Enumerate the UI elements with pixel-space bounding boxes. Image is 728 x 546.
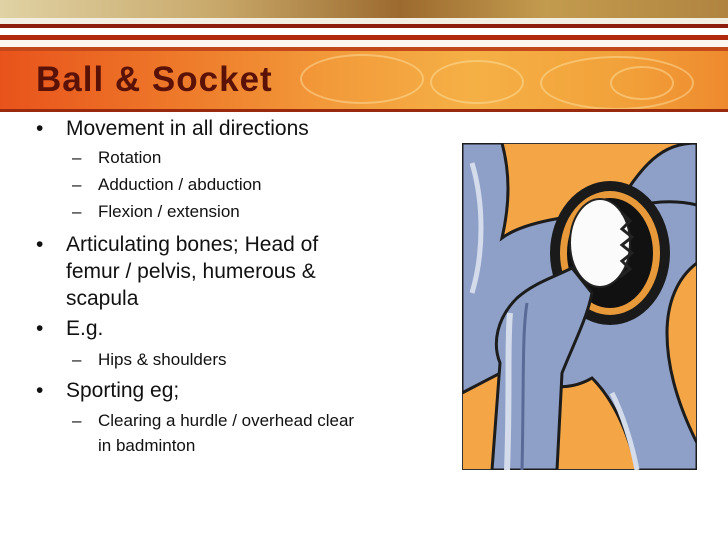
bullet-text: Movement in all directions — [66, 117, 309, 140]
sub-bullet-item — [72, 408, 372, 458]
bullet-text: Rotation — [98, 148, 162, 167]
bullet-text: Adduction / abduction — [98, 175, 262, 194]
header-texture-band — [0, 0, 728, 18]
ball-and-socket-joint-illustration — [462, 143, 697, 470]
femoral-head — [570, 199, 630, 287]
decorative-swirl — [300, 54, 424, 104]
header-stripe — [0, 28, 728, 35]
slide-title: Ball & Socket — [36, 60, 273, 99]
bullet-marker: – — [72, 202, 82, 221]
bullet-marker: – — [72, 350, 82, 369]
sub-bullet-item — [72, 347, 372, 372]
bullet-text: E.g. — [66, 317, 104, 340]
bullet-text: Sporting eg; — [66, 379, 180, 402]
bullet-marker: • — [36, 379, 44, 402]
sub-bullet-item — [72, 199, 372, 224]
title-underline — [0, 109, 728, 112]
sub-bullet-item — [72, 172, 372, 197]
sub-bullet-item — [72, 145, 372, 170]
bullet-marker: • — [36, 317, 44, 340]
bullet-marker: – — [72, 175, 82, 194]
bullet-marker: – — [72, 411, 82, 430]
bullet-item — [36, 315, 366, 342]
bullet-item — [36, 231, 366, 312]
bullet-marker: • — [36, 117, 44, 140]
bullet-marker: – — [72, 148, 82, 167]
bullet-text: Articulating bones; Head of femur / pelvis, humerous & scapula — [66, 233, 319, 310]
bullet-text: Hips & shoulders — [98, 350, 227, 369]
bullet-item — [36, 115, 366, 142]
femur-highlight — [507, 313, 510, 470]
bullet-marker: • — [36, 233, 44, 256]
decorative-swirl — [610, 66, 674, 100]
bullet-text: Clearing a hurdle / overhead clear in badminton — [98, 411, 355, 455]
decorative-swirl — [430, 60, 524, 104]
bullet-item — [36, 377, 366, 404]
header-stripe — [0, 40, 728, 47]
bullet-text: Flexion / extension — [98, 202, 240, 221]
